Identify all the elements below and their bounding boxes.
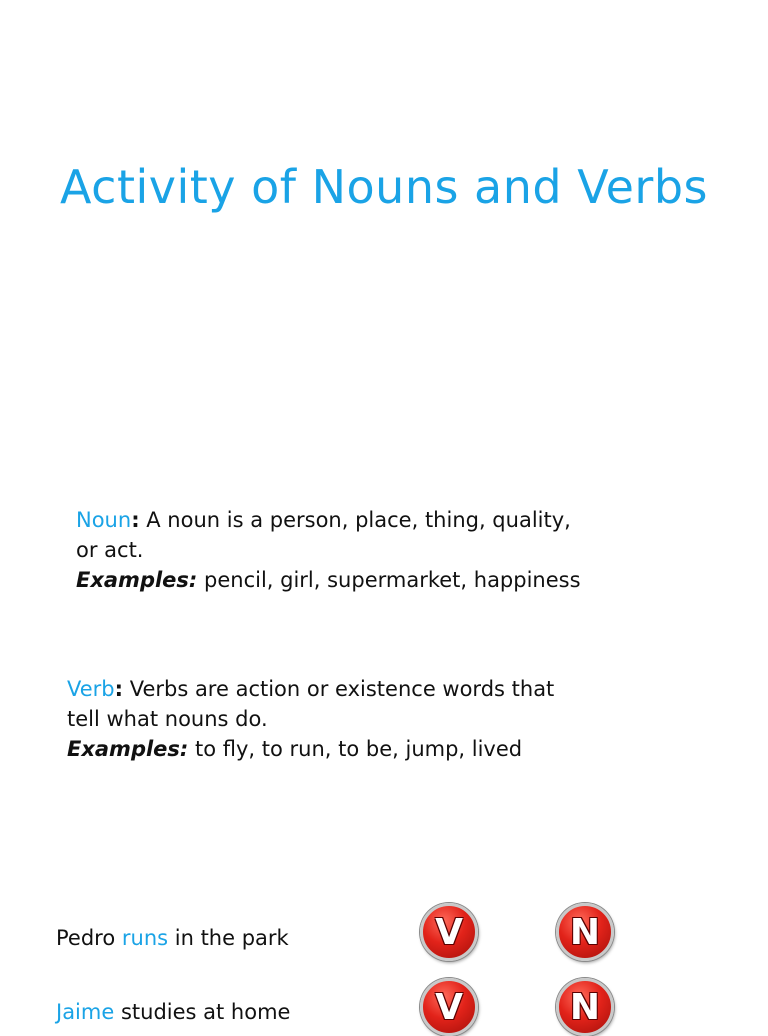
noun-definition-line-1 (76, 505, 656, 535)
noun-definition-text: A noun is a person, place, thing, quality, (139, 508, 571, 532)
verb-definition-line-2: tell what nouns do. (67, 707, 268, 731)
verb-examples-text: to fly, to run, to be, jump, lived (188, 737, 523, 761)
noun-definition (76, 505, 656, 595)
verb-colon: : (114, 677, 124, 701)
verb-definition-line-1 (67, 674, 667, 704)
sentence-2-noun-button[interactable] (556, 978, 614, 1036)
sentence-1-noun-button[interactable] (556, 903, 614, 961)
page-title: Activity of Nouns and Verbs (60, 160, 708, 214)
verb-button-label: V (435, 911, 463, 953)
noun-button-label: N (569, 911, 601, 953)
noun-examples-text: pencil, girl, supermarket, happiness (197, 568, 581, 592)
noun-definition-line-2: or act. (76, 538, 144, 562)
sentence-1-verb-button[interactable] (420, 903, 478, 961)
noun-term: Noun (76, 508, 132, 532)
sentence-2-after: studies at home (114, 1000, 291, 1024)
verb-term: Verb (67, 677, 115, 701)
sentence-2-highlight: Jaime (56, 1000, 115, 1024)
sentence-2-verb-button[interactable] (420, 978, 478, 1036)
verb-definition (67, 674, 667, 764)
verb-examples-line (67, 734, 667, 764)
sentence-1-after: in the park (168, 926, 289, 950)
sentence-1-before: Pedro (56, 926, 122, 950)
verb-button-label: V (435, 986, 463, 1028)
noun-colon: : (131, 508, 140, 532)
sentence-1-highlight: runs (121, 926, 169, 950)
noun-examples-line (76, 565, 656, 595)
noun-examples-label: Examples: (76, 568, 198, 592)
verb-definition-text: Verbs are action or existence words that (123, 677, 555, 701)
verb-examples-label: Examples: (67, 737, 189, 761)
sentence-2 (56, 1000, 290, 1024)
noun-button-label: N (569, 986, 601, 1028)
sentence-1 (56, 926, 289, 950)
